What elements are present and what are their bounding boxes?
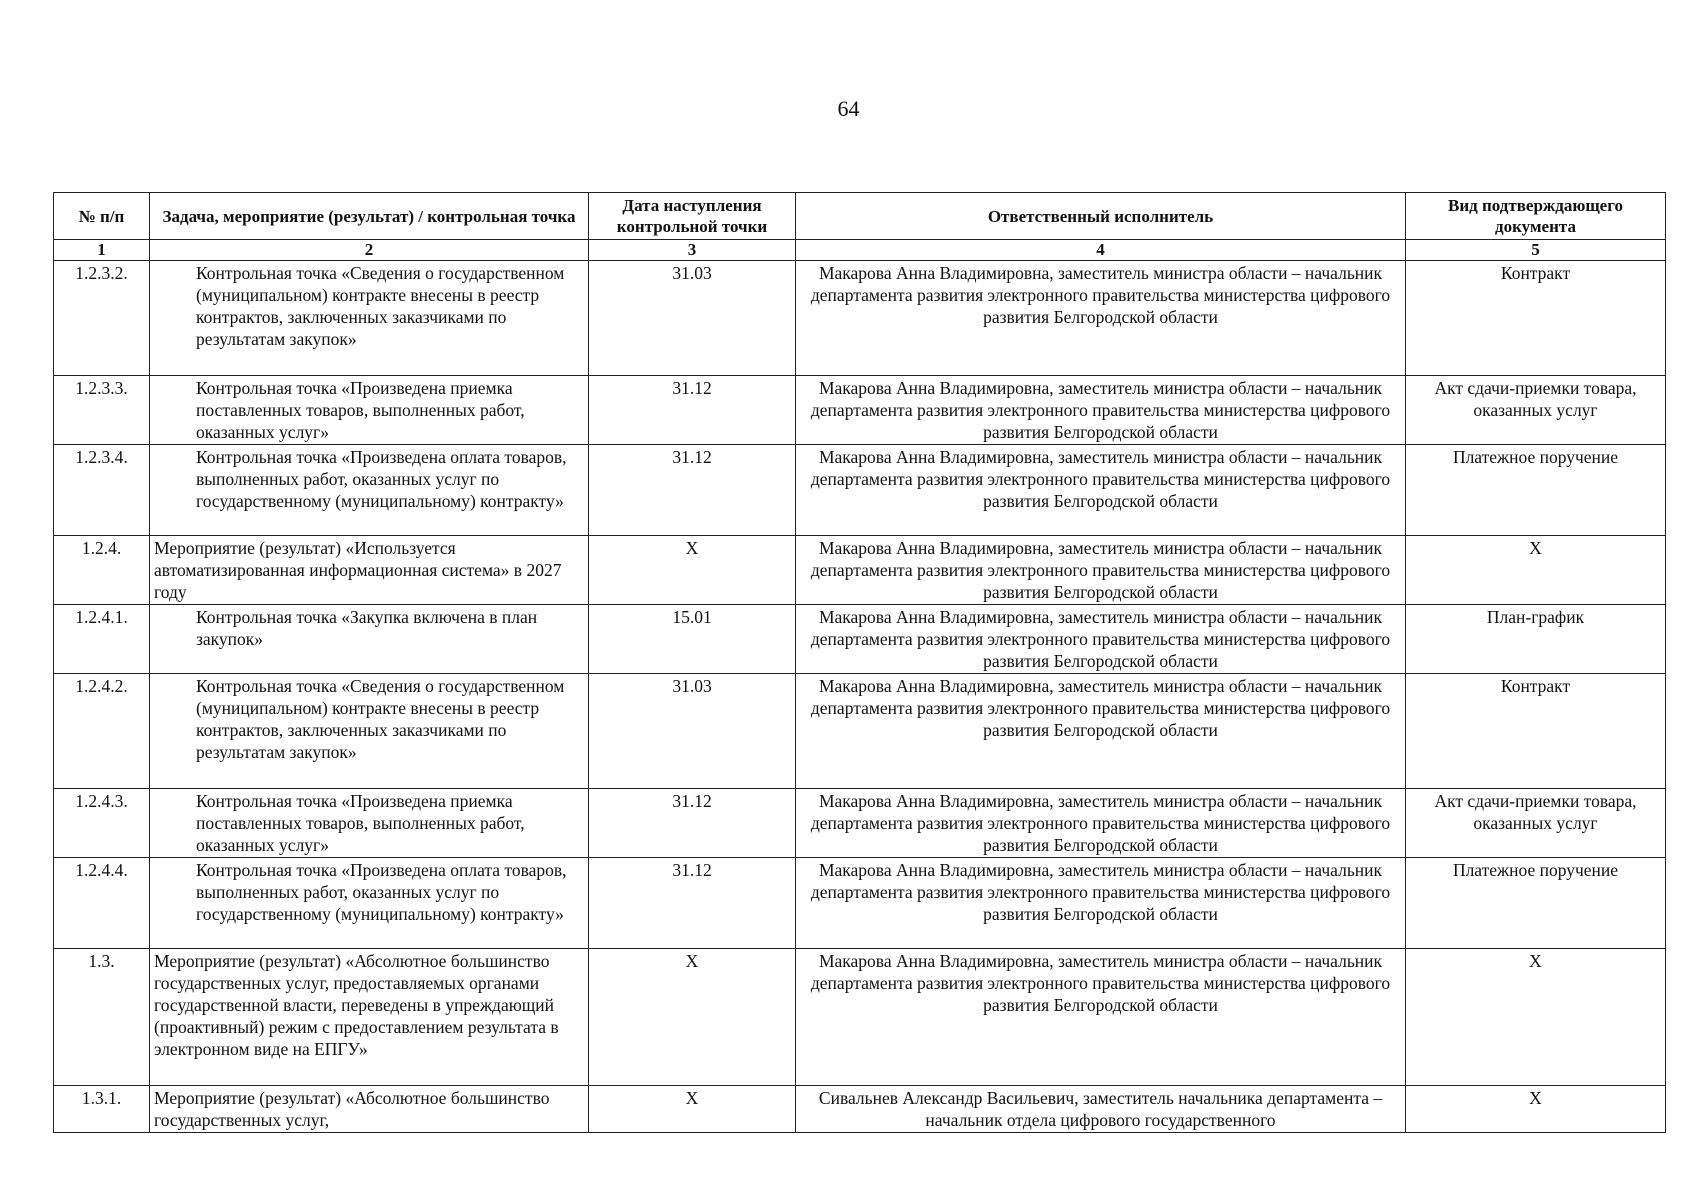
row-date: 31.12 (589, 789, 796, 858)
row-responsible: Макарова Анна Владимировна, заместитель министра области – начальник департамента развития электронного правительства министерства цифрового развития Белгородской области (796, 261, 1406, 376)
row-responsible: Макарова Анна Владимировна, заместитель министра области – начальник департамента развития электронного правительства министерства цифрового развития Белгородской области (796, 674, 1406, 789)
row-task: Мероприятие (результат) «Абсолютное большинство государственных услуг, предоставляемых органами государственной власти, переведены в упреждающий (проактивный) режим с предоставлением результата в электронном виде на ЕПГУ» (150, 949, 589, 1086)
row-task: Контрольная точка «Закупка включена в план закупок» (150, 605, 589, 674)
header-responsible: Ответственный исполнитель (796, 193, 1406, 240)
table-row (54, 261, 1666, 376)
row-task: Контрольная точка «Сведения о государственном (муниципальном) контракте внесены в реестр контрактов, заключенных заказчиками по результатам закупок» (150, 674, 589, 789)
row-document: План-график (1406, 605, 1666, 674)
row-responsible: Сивальнев Александр Васильевич, заместитель начальника департамента – начальник отдела цифрового государственного (796, 1086, 1406, 1133)
row-number: 1.2.3.4. (54, 445, 150, 536)
table-row (54, 376, 1666, 445)
row-document: Х (1406, 536, 1666, 605)
row-date: 31.03 (589, 674, 796, 789)
row-task: Мероприятие (результат) «Используется автоматизированная информационная система» в 2027 году (150, 536, 589, 605)
column-number: 2 (150, 240, 589, 261)
row-task: Мероприятие (результат) «Абсолютное большинство государственных услуг, (150, 1086, 589, 1133)
header-row (54, 193, 1666, 240)
column-number: 4 (796, 240, 1406, 261)
row-responsible: Макарова Анна Владимировна, заместитель министра области – начальник департамента развития электронного правительства министерства цифрового развития Белгородской области (796, 536, 1406, 605)
table-row (54, 789, 1666, 858)
row-task: Контрольная точка «Произведена приемка поставленных товаров, выполненных работ, оказанных услуг» (150, 789, 589, 858)
page-number: 64 (837, 96, 860, 121)
column-number-row (54, 240, 1666, 261)
table-row (54, 1086, 1666, 1133)
table-row (54, 445, 1666, 536)
row-document: Платежное поручение (1406, 858, 1666, 949)
row-responsible: Макарова Анна Владимировна, заместитель министра области – начальник департамента развития электронного правительства министерства цифрового развития Белгородской области (796, 858, 1406, 949)
row-document: Платежное поручение (1406, 445, 1666, 536)
row-date: 31.12 (589, 376, 796, 445)
row-date: Х (589, 1086, 796, 1133)
row-task: Контрольная точка «Произведена оплата товаров, выполненных работ, оказанных услуг по государственному (муниципальному) контракту» (150, 858, 589, 949)
table-row (54, 536, 1666, 605)
header-date: Дата наступления контрольной точки (589, 193, 796, 240)
row-date: 31.03 (589, 261, 796, 376)
column-number: 1 (54, 240, 150, 261)
row-document: Контракт (1406, 261, 1666, 376)
row-responsible: Макарова Анна Владимировна, заместитель министра области – начальник департамента развития электронного правительства министерства цифрового развития Белгородской области (796, 949, 1406, 1086)
row-task: Контрольная точка «Сведения о государственном (муниципальном) контракте внесены в реестр контрактов, заключенных заказчиками по результатам закупок» (150, 261, 589, 376)
table-row (54, 674, 1666, 789)
header-task: Задача, мероприятие (результат) / контрольная точка (150, 193, 589, 240)
row-number: 1.2.4. (54, 536, 150, 605)
row-number: 1.2.4.1. (54, 605, 150, 674)
table-row (54, 605, 1666, 674)
row-responsible: Макарова Анна Владимировна, заместитель министра области – начальник департамента развития электронного правительства министерства цифрового развития Белгородской области (796, 376, 1406, 445)
row-document: Х (1406, 1086, 1666, 1133)
column-number: 3 (589, 240, 796, 261)
header-number: № п/п (54, 193, 150, 240)
row-task: Контрольная точка «Произведена оплата товаров, выполненных работ, оказанных услуг по государственному (муниципальному) контракту» (150, 445, 589, 536)
control-points-table (53, 192, 1666, 1133)
row-document: Х (1406, 949, 1666, 1086)
table-row (54, 858, 1666, 949)
row-number: 1.2.3.3. (54, 376, 150, 445)
row-number: 1.2.4.4. (54, 858, 150, 949)
row-number: 1.2.3.2. (54, 261, 150, 376)
row-responsible: Макарова Анна Владимировна, заместитель министра области – начальник департамента развития электронного правительства министерства цифрового развития Белгородской области (796, 445, 1406, 536)
row-number: 1.2.4.2. (54, 674, 150, 789)
row-date: 31.12 (589, 445, 796, 536)
column-number: 5 (1406, 240, 1666, 261)
row-responsible: Макарова Анна Владимировна, заместитель министра области – начальник департамента развития электронного правительства министерства цифрового развития Белгородской области (796, 605, 1406, 674)
row-number: 1.3.1. (54, 1086, 150, 1133)
row-number: 1.3. (54, 949, 150, 1086)
row-number: 1.2.4.3. (54, 789, 150, 858)
table-row (54, 949, 1666, 1086)
row-document: Контракт (1406, 674, 1666, 789)
row-document: Акт сдачи-приемки товара, оказанных услуг (1406, 376, 1666, 445)
row-responsible: Макарова Анна Владимировна, заместитель министра области – начальник департамента развития электронного правительства министерства цифрового развития Белгородской области (796, 789, 1406, 858)
row-task: Контрольная точка «Произведена приемка поставленных товаров, выполненных работ, оказанных услуг» (150, 376, 589, 445)
row-document: Акт сдачи-приемки товара, оказанных услуг (1406, 789, 1666, 858)
header-document: Вид подтверждающего документа (1406, 193, 1666, 240)
row-date: Х (589, 536, 796, 605)
row-date: Х (589, 949, 796, 1086)
row-date: 15.01 (589, 605, 796, 674)
row-date: 31.12 (589, 858, 796, 949)
